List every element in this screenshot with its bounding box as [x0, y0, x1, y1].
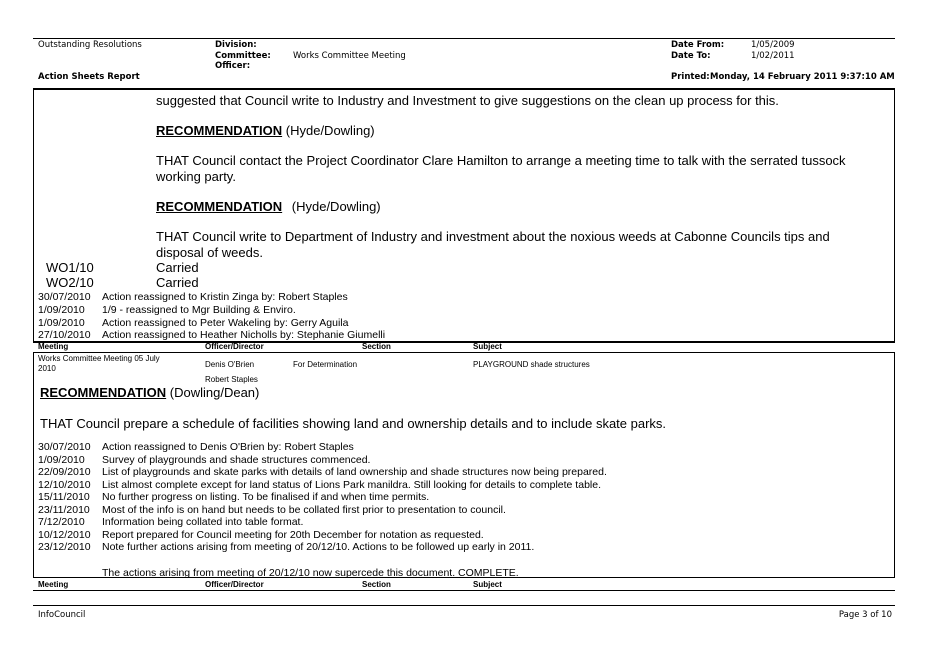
report-type: Action Sheets Report [38, 72, 140, 82]
recommendation-movers: (Hyde/Dowling) [285, 123, 375, 138]
date-to-label: Date To: [671, 51, 711, 61]
director-name: Robert Staples [205, 375, 258, 384]
committee-value: Works Committee Meeting [293, 51, 406, 61]
action-date: 12/10/2010 [38, 478, 91, 491]
recommendation-text-line: disposal of weeds. [156, 245, 263, 260]
action-date: 7/12/2010 [38, 516, 85, 528]
recommendation-heading: RECOMMENDATION [156, 199, 283, 214]
resolution-status: Carried [156, 260, 199, 275]
resolution-code: WO1/10 [46, 260, 94, 275]
action-text: Action reassigned to Denis O'Brien by: Robert Staples [102, 441, 354, 453]
division-label: Division: [215, 40, 257, 50]
action-date: 10/12/2010 [38, 528, 91, 541]
subject-value: PLAYGROUND shade structures [473, 360, 590, 369]
action-text: 1/9 - reassigned to Mgr Building & Enviro. [102, 304, 296, 316]
meeting-year: 2010 [38, 364, 56, 373]
recommendation-2 [156, 199, 381, 214]
action-text: Action reassigned to Heather Nicholls by: Stephanie Giumelli [102, 329, 386, 341]
action-text: Action reassigned to Peter Wakeling by: Gerry Aguila [102, 317, 349, 329]
action-text: Information being collated into table format. [102, 516, 304, 528]
recommendation-text-line: working party. [156, 169, 236, 184]
action-date: 30/07/2010 [38, 291, 91, 303]
meeting-name: Works Committee Meeting 05 July [38, 354, 160, 363]
action-date: 1/09/2010 [38, 317, 85, 329]
action-date: 30/07/2010 [38, 441, 91, 453]
column-header-meeting: Meeting [38, 580, 69, 589]
committee-label: Committee: [215, 51, 271, 61]
action-date: 23/12/2010 [38, 541, 91, 553]
action-text: Action reassigned to Kristin Zinga by: Robert Staples [102, 291, 348, 303]
officer-label: Officer: [215, 61, 251, 71]
recommendation-movers: (Dowling/Dean) [169, 385, 260, 400]
recommendation-text-line: THAT Council write to Department of Industry and investment about the noxious weeds at Cabonne Councils tips and [156, 229, 830, 244]
officer-name: Denis O'Brien [205, 360, 255, 369]
column-header-subject: Subject [473, 580, 502, 589]
column-header-officer: Officer/Director [205, 580, 264, 589]
action-text: List almost complete except for land status of Lions Park manildra. Still looking for details to complete table. [102, 478, 601, 491]
recommendation-3 [40, 385, 259, 400]
action-text: Most of the info is on hand but needs to be collated first prior to presentation to council. [102, 503, 506, 516]
action-date: 27/10/2010 [38, 329, 91, 341]
action-date: 23/11/2010 [38, 503, 90, 516]
action-date: 1/09/2010 [38, 304, 85, 316]
date-to-value: 1/02/2011 [751, 51, 795, 61]
recommendation-heading: RECOMMENDATION [156, 123, 283, 138]
page-number: Page 3 of 10 [838, 610, 892, 620]
action-date: 1/09/2010 [38, 453, 85, 466]
date-from-label: Date From: [671, 40, 725, 50]
column-header-section: Section [362, 580, 391, 589]
recommendation-text: THAT Council prepare a schedule of facilities showing land and ownership details and to include skate parks. [40, 416, 667, 431]
action-text: List of playgrounds and skate parks with details of land ownership and shade structures now being prepared. [102, 466, 607, 478]
section-value: For Determination [293, 360, 358, 369]
printed-label: Printed: [671, 72, 710, 82]
column-header-section: Section [362, 342, 391, 351]
resolution-status: Carried [156, 275, 199, 290]
recommendation-movers: (Hyde/Dowling) [291, 199, 381, 214]
recommendation-1 [156, 123, 375, 138]
column-header-meeting: Meeting [38, 342, 69, 351]
action-date: 22/09/2010 [38, 466, 91, 478]
recommendation-heading: RECOMMENDATION [40, 385, 167, 400]
resolution-code: WO2/10 [46, 275, 94, 290]
column-header-subject: Subject [473, 342, 502, 351]
action-text: Note further actions arising from meeting of 20/12/10. Actions to be followed up early in 2011. [102, 541, 535, 553]
date-from-value: 1/05/2009 [751, 40, 795, 50]
footer-app-name: InfoCouncil [38, 610, 86, 620]
column-header-officer: Officer/Director [205, 342, 264, 351]
action-text: Report prepared for Council meeting for 20th December for notation as requested. [102, 528, 484, 541]
printed-value: Monday, 14 February 2011 9:37:10 AM [710, 72, 895, 82]
closing-note: The actions arising from meeting of 20/12/10 now supercede this document. COMPLETE. [102, 567, 519, 579]
action-text: No further progress on listing. To be finalised if and when time permits. [102, 491, 430, 503]
action-date: 15/11/2010 [38, 491, 90, 503]
action-text: Survey of playgrounds and shade structures commenced. [102, 453, 371, 466]
recommendation-text-line: THAT Council contact the Project Coordinator Clare Hamilton to arrange a meeting time to talk with the serrated tussock [156, 153, 846, 168]
report-name: Outstanding Resolutions [38, 40, 142, 50]
continuation-text: suggested that Council write to Industry and Investment to give suggestions on the clean up process for this. [156, 93, 779, 108]
